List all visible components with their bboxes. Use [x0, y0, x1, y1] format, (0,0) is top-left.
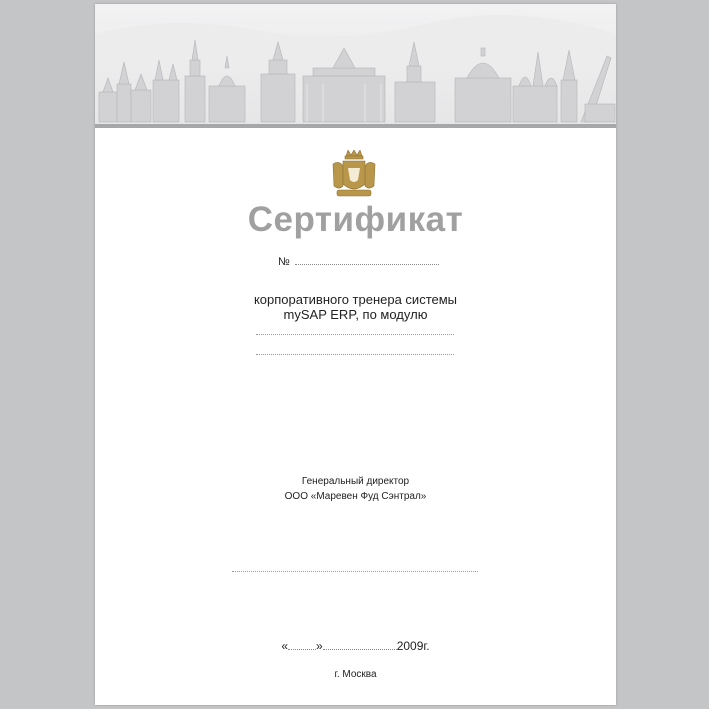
- signer-title: Генеральный директор: [301, 476, 410, 487]
- date-line: [95, 639, 616, 653]
- number-blank: [295, 264, 439, 265]
- signer-organization: ООО «Маревен Фуд Сэнтрал»: [284, 491, 427, 502]
- module-blank-line-2: [256, 354, 454, 355]
- date-year: 2009г.: [396, 639, 430, 653]
- date-open-quote: «: [281, 639, 289, 653]
- coat-of-arms-icon: [331, 150, 377, 200]
- city-label: г. Москва: [334, 669, 377, 680]
- description-line-1: корпоративного тренера системы: [253, 292, 458, 307]
- number-label: №: [278, 256, 290, 268]
- moscow-skyline-icon: [95, 4, 616, 126]
- banner-divider: [95, 124, 616, 128]
- signature-blank-line: [232, 571, 478, 572]
- description-line-2: mySAP ERP, по модулю: [283, 307, 428, 322]
- certificate-number-line: [278, 256, 439, 268]
- signer-block: [95, 474, 616, 504]
- module-blank-line-1: [256, 334, 454, 335]
- certificate-sheet: [95, 4, 616, 705]
- month-blank: [323, 639, 397, 650]
- certificate-title: Сертификат: [247, 200, 464, 239]
- date-close-quote: »: [316, 639, 323, 653]
- certificate-description: [95, 292, 616, 322]
- day-blank: [288, 639, 316, 650]
